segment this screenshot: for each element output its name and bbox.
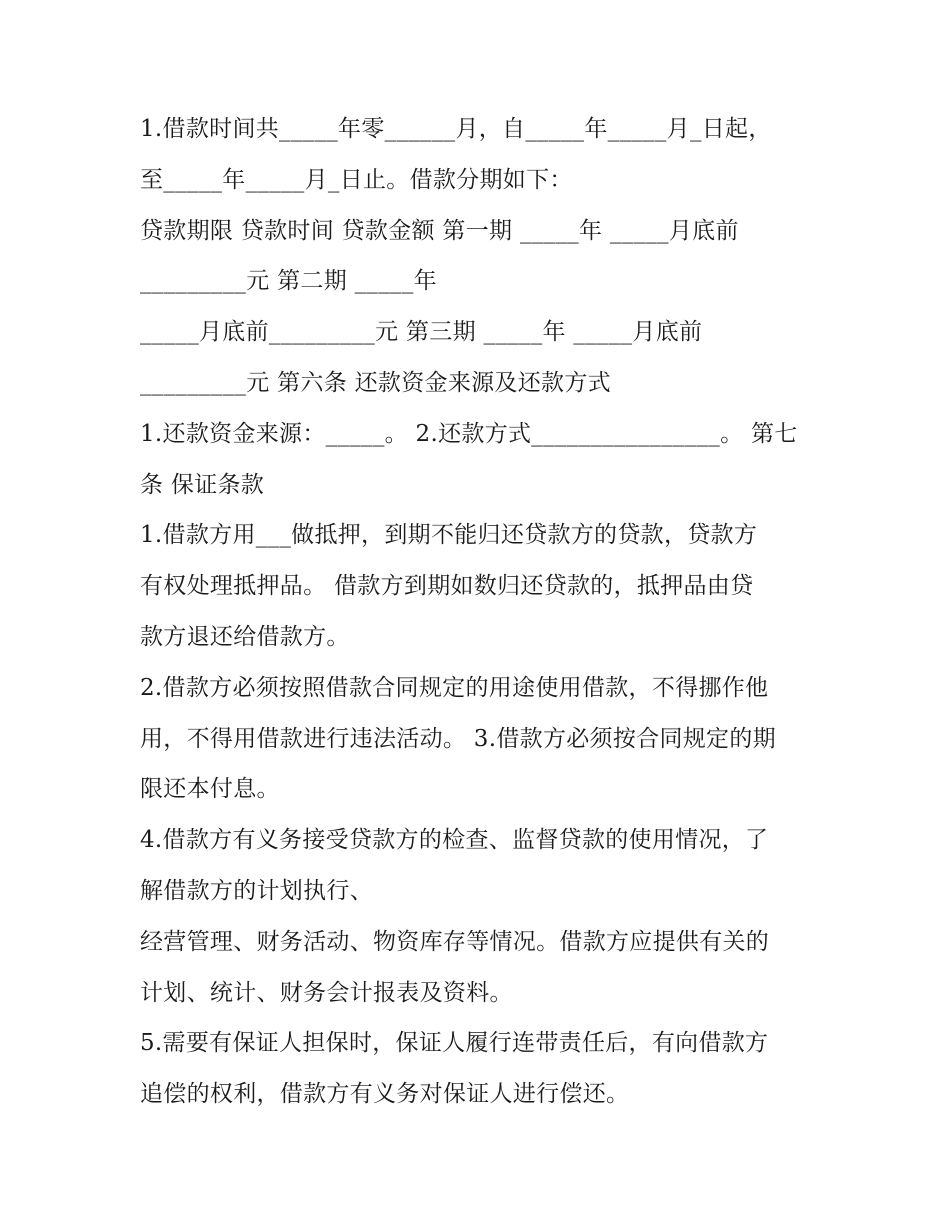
text-line: 条 保证条款: [140, 471, 265, 498]
text-line: _________元 第六条 还款资金来源及还款方式: [140, 369, 611, 396]
text-line: 款方退还给借款方。: [140, 623, 350, 650]
document-body: [140, 104, 830, 1120]
text-line: 1.借款方用___做抵押，到期不能归还贷款方的贷款，贷款方: [140, 522, 758, 549]
text-line: 1.借款时间共_____年零______月，自_____年_____月_日起，: [140, 116, 772, 142]
text-line: 至_____年_____月_日止。借款分期如下：: [140, 166, 573, 193]
text-line: _________元 第二期 _____年: [140, 268, 437, 295]
text-line: 5.需要有保证人担保时，保证人履行连带责任后，有向借款方: [140, 1030, 769, 1057]
text-line: _____月底前_________元 第三期 _____年 _____月底前: [140, 319, 703, 346]
text-line: 限还本付息。: [140, 776, 280, 803]
text-line: 2.借款方必须按照借款合同规定的用途使用借款，不得挪作他: [140, 674, 769, 701]
text-line: 经营管理、财务活动、物资库存等情况。借款方应提供有关的: [140, 928, 770, 955]
text-line: 追偿的权利，借款方有义务对保证人进行偿还。: [140, 1081, 630, 1108]
text-line: 用，不得用借款进行违法活动。 3.借款方必须按合同规定的期: [140, 725, 776, 752]
text-line: 解借款方的计划执行、: [140, 877, 373, 904]
text-line: 1.还款资金来源：_____。 2.还款方式________________。 第七: [140, 420, 798, 447]
text-line: 4.借款方有义务接受贷款方的检查、监督贷款的使用情况，了: [140, 827, 769, 854]
text-line: 贷款期限 贷款时间 贷款金额 第一期 _____年 _____月底前: [140, 217, 739, 244]
text-line: 有权处理抵押品。 借款方到期如数归还贷款的，抵押品由贷: [140, 573, 754, 600]
text-line: 计划、统计、财务会计报表及资料。: [140, 979, 513, 1006]
